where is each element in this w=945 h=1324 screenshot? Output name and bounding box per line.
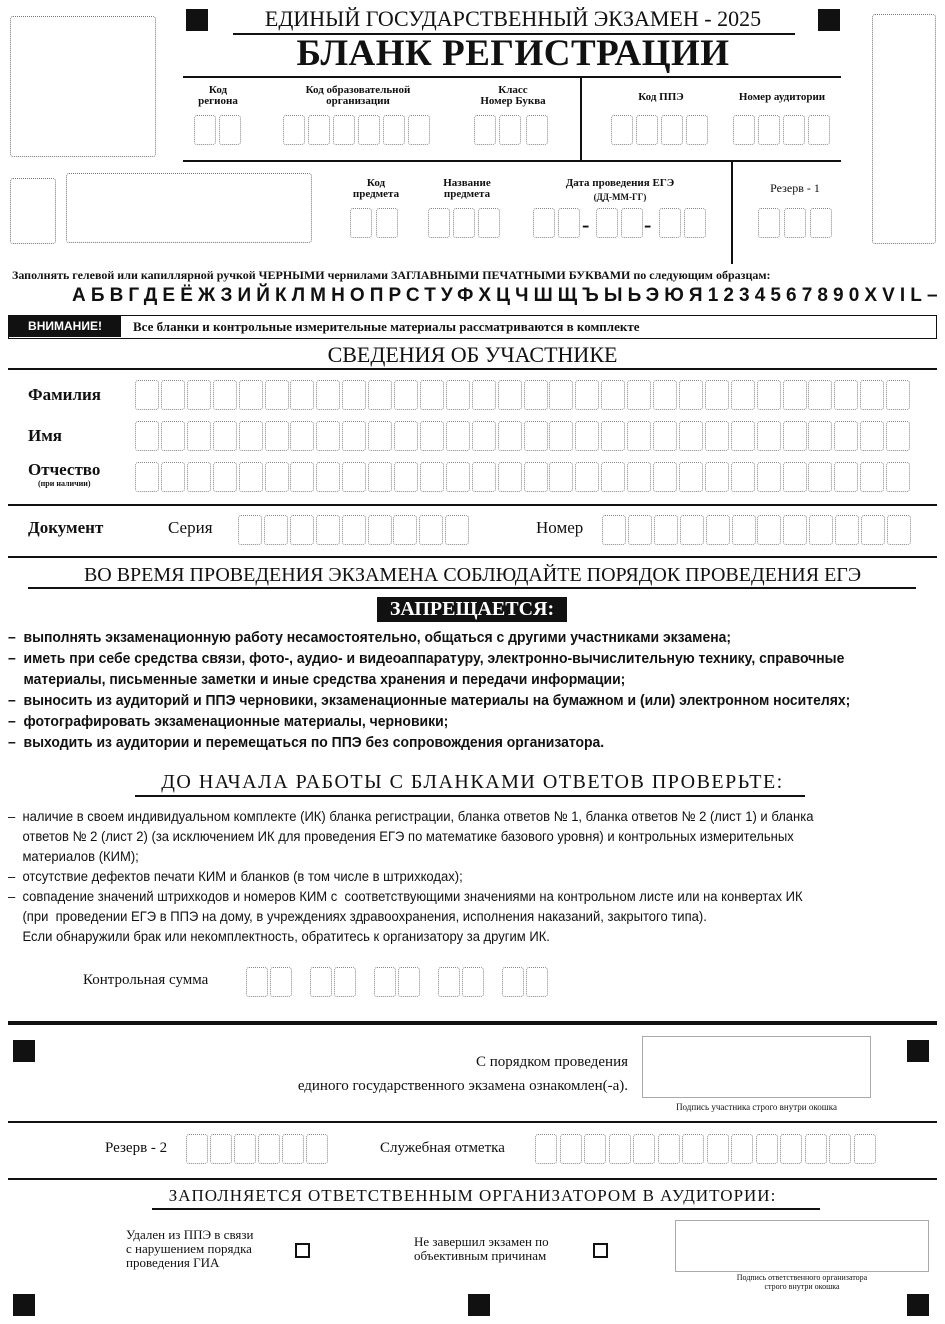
name-cell[interactable] <box>342 421 366 451</box>
name-cell[interactable] <box>731 421 755 451</box>
subject-name-cell[interactable] <box>453 208 475 238</box>
reserve-2-cell[interactable] <box>306 1134 328 1164</box>
series-cell[interactable] <box>238 515 262 545</box>
number-cell[interactable] <box>861 515 885 545</box>
ppe-code-cell[interactable] <box>636 115 658 145</box>
surname-cell[interactable] <box>679 380 703 410</box>
name-cell[interactable] <box>679 421 703 451</box>
name-cell[interactable] <box>420 421 444 451</box>
subject-name-label: Название предмета <box>443 177 491 200</box>
exam-date-label: Дата проведения ЕГЭ <box>565 177 675 189</box>
surname-cell[interactable] <box>472 380 496 410</box>
removed-checkbox[interactable] <box>295 1243 310 1258</box>
check-item: – отсутствие дефектов печати КИМ и бланков (в том числе в штрихкодах); <box>8 868 463 884</box>
number-cell[interactable] <box>706 515 730 545</box>
surname-cell[interactable] <box>705 380 729 410</box>
checksum-cell[interactable] <box>462 967 484 997</box>
reserve-2-cell[interactable] <box>282 1134 304 1164</box>
org-code-cell[interactable] <box>408 115 430 145</box>
name-cell[interactable] <box>472 421 496 451</box>
familiar-text-1: С порядком проведения <box>475 1054 628 1070</box>
name-cell[interactable] <box>575 421 599 451</box>
rule-item: материалы, письменные заметки и иные средства хранения и передачи информации; <box>8 671 626 688</box>
surname-cell[interactable] <box>239 380 263 410</box>
name-cell[interactable] <box>290 421 314 451</box>
class-label: Класс Номер Буква <box>480 84 546 107</box>
series-cell[interactable] <box>445 515 469 545</box>
divider <box>8 1021 937 1025</box>
patronymic-cell[interactable] <box>290 462 314 492</box>
divider <box>8 1121 937 1123</box>
service-mark-cell[interactable] <box>682 1134 704 1164</box>
name-cell[interactable] <box>783 421 807 451</box>
name-cell[interactable] <box>549 421 573 451</box>
service-mark-cell[interactable] <box>731 1134 753 1164</box>
divider <box>8 368 937 370</box>
surname-cell[interactable] <box>834 380 858 410</box>
patronymic-cell[interactable] <box>705 462 729 492</box>
number-cell[interactable] <box>602 515 626 545</box>
region-code-cell[interactable] <box>219 115 241 145</box>
checksum-cell[interactable] <box>246 967 268 997</box>
barcode-area-2 <box>66 173 312 243</box>
check-list <box>8 806 938 946</box>
patronymic-cell[interactable] <box>731 462 755 492</box>
service-mark-cell[interactable] <box>609 1134 631 1164</box>
number-cell[interactable] <box>757 515 781 545</box>
surname-cell[interactable] <box>446 380 470 410</box>
participant-section-title: СВЕДЕНИЯ ОБ УЧАСТНИКЕ <box>327 342 618 367</box>
service-mark-cell[interactable] <box>780 1134 802 1164</box>
patronymic-cell[interactable] <box>368 462 392 492</box>
number-cell[interactable] <box>809 515 833 545</box>
series-cell[interactable] <box>368 515 392 545</box>
form-title: БЛАНК РЕГИСТРАЦИИ <box>296 33 730 74</box>
org-code-cell[interactable] <box>283 115 305 145</box>
surname-cell[interactable] <box>316 380 340 410</box>
name-cell[interactable] <box>394 421 418 451</box>
date-dash: - <box>644 212 652 237</box>
number-cell[interactable] <box>783 515 807 545</box>
reserve-2-cell[interactable] <box>258 1134 280 1164</box>
patronymic-cell[interactable] <box>679 462 703 492</box>
number-cell[interactable] <box>680 515 704 545</box>
surname-cell[interactable] <box>860 380 884 410</box>
room-number-cell[interactable] <box>758 115 780 145</box>
surname-cell[interactable] <box>627 380 651 410</box>
marker-area <box>10 178 56 244</box>
not-finished-checkbox[interactable] <box>593 1243 608 1258</box>
registration-marker <box>186 9 208 31</box>
reserve-2-cell[interactable] <box>186 1134 208 1164</box>
surname-cell[interactable] <box>731 380 755 410</box>
attention-text: Все бланки и контрольные измерительные материалы рассматриваются в комплекте <box>133 319 640 334</box>
surname-cell[interactable] <box>135 380 159 410</box>
check-item: – совпадение значений штрихкодов и номеров КИМ с соответствующими значениями на контрольном листе или на конвертах ИК <box>8 888 803 904</box>
familiar-text-2: единого государственного экзамена ознакомлен(-а). <box>297 1078 628 1094</box>
registration-marker <box>907 1294 929 1316</box>
surname-cell[interactable] <box>420 380 444 410</box>
rule-item: – выполнять экзаменационную работу несамостоятельно, общаться с другими участниками экзамена; <box>8 629 732 646</box>
patronymic-cell[interactable] <box>860 462 884 492</box>
rule-item: – фотографировать экзаменационные материалы, черновики; <box>8 713 449 730</box>
service-mark-cell[interactable] <box>756 1134 778 1164</box>
name-cell[interactable] <box>161 421 185 451</box>
class-letter-cell[interactable] <box>526 115 548 145</box>
exam-date-cell[interactable] <box>558 208 580 238</box>
reserve-2-label: Резерв - 2 <box>105 1140 168 1156</box>
name-cell[interactable] <box>834 421 858 451</box>
service-mark-cell[interactable] <box>658 1134 680 1164</box>
patronymic-cell[interactable] <box>446 462 470 492</box>
subject-code-cell[interactable] <box>350 208 372 238</box>
reserve-2-cell[interactable] <box>210 1134 232 1164</box>
series-cell[interactable] <box>419 515 443 545</box>
ppe-code-label: Код ППЭ <box>638 91 684 103</box>
checksum-cell[interactable] <box>526 967 548 997</box>
patronymic-cell[interactable] <box>783 462 807 492</box>
region-code-label: Код региона <box>198 84 238 107</box>
rules-heading: ВО ВРЕМЯ ПРОВЕДЕНИЯ ЭКЗАМЕНА СОБЛЮДАЙТЕ ПОРЯДОК ПРОВЕДЕНИЯ ЕГЭ <box>83 564 862 586</box>
rule-item: – выносить из аудиторий и ППЭ черновики, экзаменационные материалы на бумажном и (или) электронном носителях; <box>8 692 851 709</box>
checksum-label: Контрольная сумма <box>83 972 209 988</box>
rules-list <box>8 627 938 753</box>
subject-name-cell[interactable] <box>478 208 500 238</box>
service-mark-label: Служебная отметка <box>380 1140 505 1156</box>
patronymic-cell[interactable] <box>886 462 910 492</box>
divider <box>580 76 582 162</box>
patronymic-cell[interactable] <box>653 462 677 492</box>
service-mark-cell[interactable] <box>584 1134 606 1164</box>
name-cell[interactable] <box>757 421 781 451</box>
patronymic-cell[interactable] <box>808 462 832 492</box>
series-cell[interactable] <box>342 515 366 545</box>
service-mark-cell[interactable] <box>560 1134 582 1164</box>
service-mark-cell[interactable] <box>829 1134 851 1164</box>
qr-code-area <box>872 14 936 244</box>
check-item: – наличие в своем индивидуальном комплекте (ИК) бланка регистрации, бланка ответов № 1, бланка ответов № 2 (лист 1) и бланка <box>8 808 814 824</box>
ppe-code-cell[interactable] <box>661 115 683 145</box>
surname-cell[interactable] <box>524 380 548 410</box>
divider <box>135 795 805 797</box>
registration-marker <box>13 1040 35 1062</box>
surname-cell[interactable] <box>342 380 366 410</box>
number-cell[interactable] <box>654 515 678 545</box>
surname-cell[interactable] <box>808 380 832 410</box>
patronymic-cell[interactable] <box>135 462 159 492</box>
patronymic-cell[interactable] <box>524 462 548 492</box>
org-code-cell[interactable] <box>333 115 355 145</box>
number-label: Номер <box>536 518 584 537</box>
check-item: Если обнаружили брак или некомплектность, обратитесь к организатору за другим ИК. <box>8 928 550 944</box>
exam-date-format: (ДД-ММ-ГГ) <box>593 192 647 202</box>
room-number-cell[interactable] <box>808 115 830 145</box>
not-finished-label: Не завершил экзамен по объективным причинам <box>414 1234 549 1263</box>
patronymic-cell[interactable] <box>601 462 625 492</box>
surname-label: Фамилия <box>28 385 102 404</box>
patronymic-cell[interactable] <box>316 462 340 492</box>
surname-cell[interactable] <box>601 380 625 410</box>
sample-characters: АБВГДЕЁЖЗИЙКЛМНОПРСТУФХЦЧШЩЪЫЬЭЮЯ1234567890XVIL– <box>72 285 943 306</box>
divider <box>183 160 841 162</box>
exam-date-cell[interactable] <box>659 208 681 238</box>
name-cell[interactable] <box>808 421 832 451</box>
surname-cell[interactable] <box>783 380 807 410</box>
name-label: Имя <box>28 426 62 445</box>
surname-cell[interactable] <box>549 380 573 410</box>
series-cell[interactable] <box>393 515 417 545</box>
name-cell[interactable] <box>860 421 884 451</box>
document-label: Документ <box>28 518 104 537</box>
check-item: ответов № 2 (лист 2) (за исключением ИК для проведения ЕГЭ по математике базового уровня) и контрольных измерительных <box>8 828 794 844</box>
forbidden-label: ЗАПРЕЩАЕТСЯ: <box>377 597 567 622</box>
surname-cell[interactable] <box>498 380 522 410</box>
reserve-1-cell[interactable] <box>784 208 806 238</box>
name-cell[interactable] <box>265 421 289 451</box>
reserve-1-cell[interactable] <box>810 208 832 238</box>
org-code-cell[interactable] <box>308 115 330 145</box>
surname-cell[interactable] <box>265 380 289 410</box>
patronymic-cell[interactable] <box>757 462 781 492</box>
room-number-cell[interactable] <box>733 115 755 145</box>
checksum-cell[interactable] <box>270 967 292 997</box>
name-cell[interactable] <box>368 421 392 451</box>
reserve-2-cell[interactable] <box>234 1134 256 1164</box>
name-cell[interactable] <box>135 421 159 451</box>
checksum-cell[interactable] <box>438 967 460 997</box>
service-mark-cell[interactable] <box>535 1134 557 1164</box>
name-cell[interactable] <box>187 421 211 451</box>
divider <box>8 556 937 558</box>
barcode-area <box>10 16 156 157</box>
class-number-cell[interactable] <box>499 115 521 145</box>
name-cell[interactable] <box>239 421 263 451</box>
name-cell[interactable] <box>213 421 237 451</box>
surname-cell[interactable] <box>394 380 418 410</box>
organizer-heading: ЗАПОЛНЯЕТСЯ ОТВЕТСТВЕННЫМ ОРГАНИЗАТОРОМ В АУДИТОРИИ: <box>168 1186 777 1205</box>
org-code-cell[interactable] <box>383 115 405 145</box>
name-cell[interactable] <box>316 421 340 451</box>
patronymic-cell[interactable] <box>834 462 858 492</box>
patronymic-cell[interactable] <box>549 462 573 492</box>
rule-item: – выходить из аудитории и перемещаться по ППЭ без сопровождения организатора. <box>8 734 605 751</box>
patronymic-cell[interactable] <box>213 462 237 492</box>
room-number-label: Номер аудитории <box>738 91 826 103</box>
reserve-1-cell[interactable] <box>758 208 780 238</box>
patronymic-cell[interactable] <box>265 462 289 492</box>
registration-marker <box>907 1040 929 1062</box>
check-item: (при проведении ЕГЭ в ППЭ на дому, в учреждениях здравоохранения, исполнения наказаний, закрытого типа). <box>8 908 707 924</box>
checksum-cell[interactable] <box>398 967 420 997</box>
service-mark-cell[interactable] <box>707 1134 729 1164</box>
registration-marker <box>818 9 840 31</box>
patronymic-cell[interactable] <box>472 462 496 492</box>
patronymic-cell[interactable] <box>394 462 418 492</box>
name-cell[interactable] <box>705 421 729 451</box>
patronymic-cell[interactable] <box>342 462 366 492</box>
service-mark-cell[interactable] <box>854 1134 876 1164</box>
subject-code-label: Код предмета <box>352 177 400 200</box>
divider <box>8 1178 937 1180</box>
organizer-signature-box[interactable] <box>675 1220 929 1272</box>
check-heading: ДО НАЧАЛА РАБОТЫ С БЛАНКАМИ ОТВЕТОВ ПРОВЕРЬТЕ: <box>161 771 784 793</box>
number-cell[interactable] <box>835 515 859 545</box>
participant-sign-note: Подпись участника строго внутри окошка <box>676 1102 837 1112</box>
surname-cell[interactable] <box>213 380 237 410</box>
exam-date-cell[interactable] <box>621 208 643 238</box>
divider <box>28 587 916 589</box>
checksum-cell[interactable] <box>374 967 396 997</box>
service-mark-cell[interactable] <box>633 1134 655 1164</box>
number-cell[interactable] <box>887 515 911 545</box>
checksum-cell[interactable] <box>310 967 332 997</box>
exam-date-cell[interactable] <box>596 208 618 238</box>
date-dash: - <box>582 212 590 237</box>
attention-bar <box>8 315 937 339</box>
name-cell[interactable] <box>498 421 522 451</box>
surname-cell[interactable] <box>653 380 677 410</box>
series-cell[interactable] <box>290 515 314 545</box>
divider <box>8 504 937 506</box>
patronymic-label: Отчество <box>28 460 101 479</box>
name-cell[interactable] <box>653 421 677 451</box>
number-cell[interactable] <box>732 515 756 545</box>
org-code-label: Код образовательной организации <box>305 84 411 107</box>
checksum-cell[interactable] <box>502 967 524 997</box>
name-cell[interactable] <box>601 421 625 451</box>
patronymic-cell[interactable] <box>575 462 599 492</box>
exam-date-cell[interactable] <box>533 208 555 238</box>
surname-cell[interactable] <box>575 380 599 410</box>
checksum-cell[interactable] <box>334 967 356 997</box>
number-cell[interactable] <box>628 515 652 545</box>
attention-label: ВНИМАНИЕ! <box>9 316 121 337</box>
surname-cell[interactable] <box>757 380 781 410</box>
series-label: Серия <box>168 518 213 537</box>
patronymic-cell[interactable] <box>161 462 185 492</box>
name-cell[interactable] <box>446 421 470 451</box>
patronymic-cell[interactable] <box>627 462 651 492</box>
patronymic-cell[interactable] <box>187 462 211 492</box>
reserve-1-label: Резерв - 1 <box>770 181 820 195</box>
class-number-cell[interactable] <box>474 115 496 145</box>
registration-marker <box>468 1294 490 1316</box>
organizer-sign-note: Подпись ответственного организатора строго внутри окошка <box>736 1273 868 1291</box>
series-cell[interactable] <box>316 515 340 545</box>
fill-instruction: Заполнять гелевой или капиллярной ручкой ЧЕРНЫМИ чернилами ЗАГЛАВНЫМИ ПЕЧАТНЫМИ БУКВАМИ по следующим образцам: <box>12 268 771 282</box>
name-cell[interactable] <box>524 421 548 451</box>
name-cell[interactable] <box>886 421 910 451</box>
subject-name-cell[interactable] <box>428 208 450 238</box>
patronymic-cell[interactable] <box>420 462 444 492</box>
registration-marker <box>13 1294 35 1316</box>
ppe-code-cell[interactable] <box>611 115 633 145</box>
check-item: материалов (КИМ); <box>8 848 139 864</box>
region-code-cell[interactable] <box>194 115 216 145</box>
ppe-code-cell[interactable] <box>686 115 708 145</box>
service-mark-cell[interactable] <box>805 1134 827 1164</box>
surname-cell[interactable] <box>368 380 392 410</box>
name-cell[interactable] <box>627 421 651 451</box>
surname-cell[interactable] <box>161 380 185 410</box>
rule-item: – иметь при себе средства связи, фото-, аудио- и видеоаппаратуру, электронно-вычислительную технику, справочные <box>8 650 845 667</box>
exam-title: ЕДИНЫЙ ГОСУДАРСТВЕННЫЙ ЭКЗАМЕН - 2025 <box>264 6 762 31</box>
exam-date-cell[interactable] <box>684 208 706 238</box>
room-number-cell[interactable] <box>783 115 805 145</box>
divider <box>731 160 733 264</box>
patronymic-cell[interactable] <box>498 462 522 492</box>
patronymic-cell[interactable] <box>239 462 263 492</box>
participant-signature-box[interactable] <box>642 1036 871 1098</box>
subject-code-cell[interactable] <box>376 208 398 238</box>
surname-cell[interactable] <box>187 380 211 410</box>
divider <box>152 1208 820 1210</box>
patronymic-note: (при наличии) <box>38 479 91 488</box>
series-cell[interactable] <box>264 515 288 545</box>
surname-cell[interactable] <box>290 380 314 410</box>
org-code-cell[interactable] <box>358 115 380 145</box>
divider <box>183 76 841 78</box>
removed-label: Удален из ППЭ в связи с нарушением порядка проведения ГИА <box>126 1227 254 1270</box>
surname-cell[interactable] <box>886 380 910 410</box>
